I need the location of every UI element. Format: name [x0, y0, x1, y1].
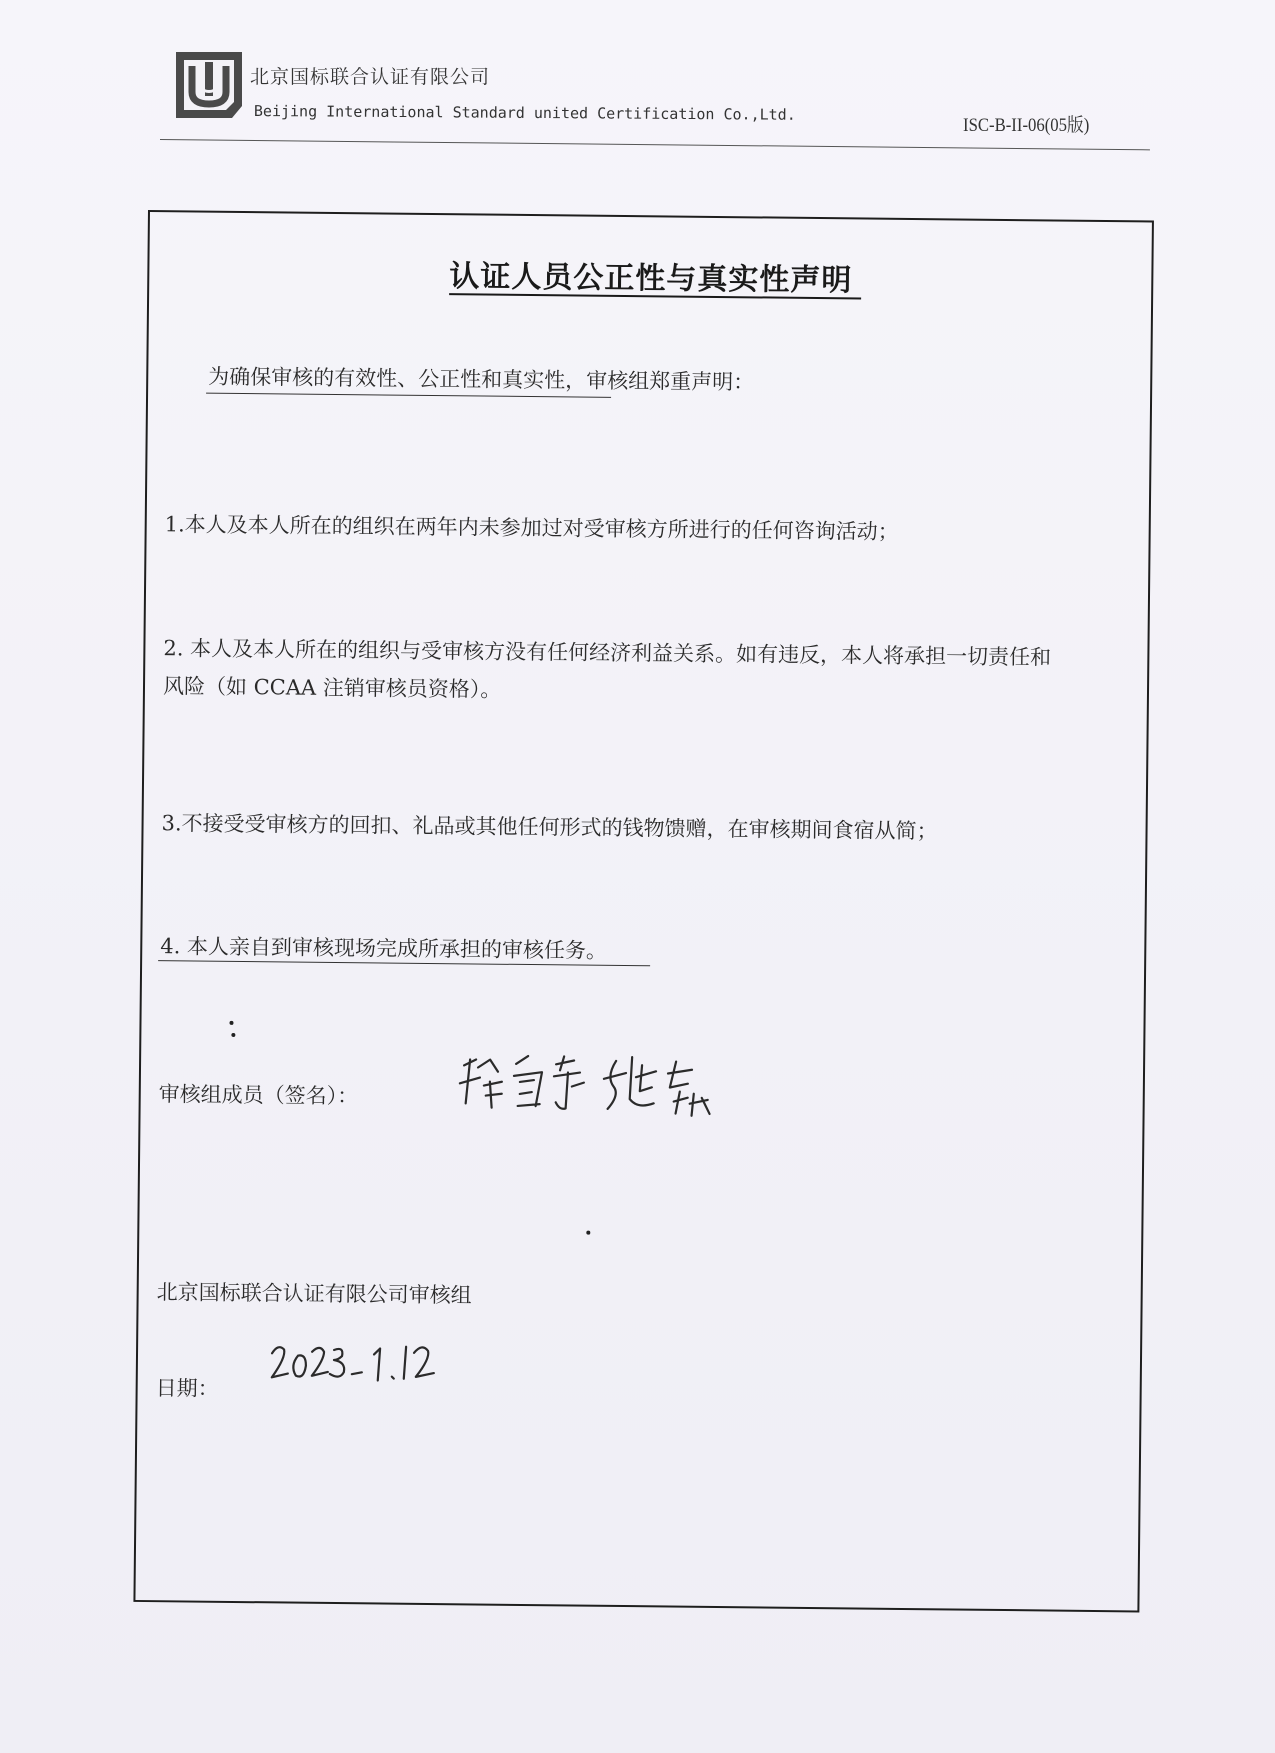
declaration-frame	[133, 210, 1154, 1612]
bisc-logo-icon	[170, 48, 248, 122]
signature-label: 审核组成员（签名）：	[158, 1082, 359, 1109]
speck	[231, 1033, 235, 1037]
header-divider	[160, 139, 1150, 150]
declaration-item-1: 1.本人及本人所在的组织在两年内未参加过对受审核方所进行的任何咨询活动；	[164, 512, 899, 544]
date-label: 日期：	[155, 1376, 219, 1401]
audit-team-name: 北京国标联合认证有限公司审核组	[156, 1280, 472, 1308]
company-name-cn: 北京国标联合认证有限公司	[250, 66, 491, 88]
handwritten-signature	[455, 1045, 746, 1124]
company-name-en: Beijing International Standard united Certification Co.,Ltd.	[253, 102, 796, 124]
intro-paragraph	[208, 361, 754, 397]
intro-rest-text: ，审核组郑重声明：	[565, 368, 755, 395]
declaration-item-3: 3.不接受受审核方的回扣、礼品或其他任何形式的钱物馈赠，在审核期间食宿从简；	[161, 811, 938, 844]
speck	[586, 1231, 590, 1235]
document-code: ISC-B-II-06(05版)	[963, 115, 1090, 136]
intro-underlined-text: 为确保审核的有效性、公正性和真实性	[208, 364, 566, 393]
declaration-item-2-continued: 风险（如 CCAA 注销审核员资格）。	[162, 674, 502, 702]
handwritten-date	[268, 1335, 444, 1387]
declaration-item-4: 4. 本人亲自到审核现场完成所承担的审核任务。	[160, 934, 608, 963]
declaration-item-2: 2. 本人及本人所在的组织与受审核方没有任何经济利益关系。如有违反，本人将承担一切责任和	[163, 636, 1052, 670]
document-title: 认证人员公正性与真实性声明	[449, 259, 853, 299]
speck	[229, 1021, 233, 1025]
